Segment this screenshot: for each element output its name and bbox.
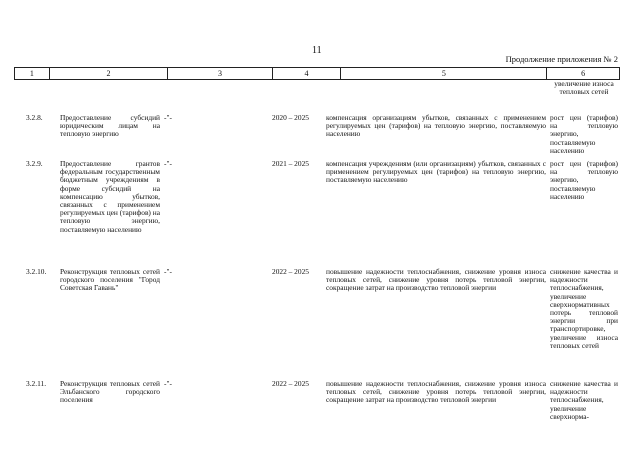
column-number: 5 <box>341 68 547 80</box>
row-result: снижение качества и надежности теплоснабжения, увеличение сверхнорма- <box>550 379 618 421</box>
row-number: 3.2.9. <box>26 159 43 168</box>
row-period: 2022 – 2025 <box>272 267 309 276</box>
carryover-text: увеличение износа тепловых сетей <box>554 79 614 96</box>
row-description: компенсация организациям убытков, связанных с применением регулируемых цен (тарифов) на тепловую энергию, поставляемую населению <box>326 113 546 139</box>
continuation-label: Продолжение приложения № 2 <box>505 54 618 64</box>
page-number: 11 <box>312 45 322 56</box>
row-number: 3.2.10. <box>26 267 47 276</box>
row-result: рост цен (тарифов) на тепловую энергию, поставляемую населению <box>550 159 618 201</box>
row-description: повышение надежности теплоснабжения, снижение уровня износа тепловых сетей, снижение уровня потерь тепловой энергии, сокращение затрат на производство тепловой энергии <box>326 267 546 293</box>
column-number: 1 <box>15 68 50 80</box>
column-number: 2 <box>49 68 167 80</box>
row-executor: -"- <box>164 267 172 276</box>
column-number: 4 <box>272 68 341 80</box>
row-executor: -"- <box>164 159 172 168</box>
row-executor: -"- <box>164 379 172 388</box>
row-number: 3.2.11. <box>26 379 47 388</box>
column-number: 3 <box>168 68 272 80</box>
row-name: Предоставление грантов федеральным государственным бюджетным учреждениям в форме субсидий на компенсацию убытков, связанных с применением регулируемых цен (тарифов) на тепловую энергию, поставляемую населению <box>60 159 160 234</box>
row-name: Предоставление субсидий юридическим лицам на тепловую энергию <box>60 113 160 139</box>
row-description: компенсация учреждениям (или организациям) убытков, связанных с применением регулируемых цен (тарифов) на тепловую энергию, поставляемую населению <box>326 159 546 185</box>
row-number: 3.2.8. <box>26 113 43 122</box>
row-description: повышение надежности теплоснабжения, снижение уровня износа тепловых сетей, снижение уровня потерь тепловой энергии, сокращение затрат на производство тепловой энергии <box>326 379 546 405</box>
row-executor: -"- <box>164 113 172 122</box>
column-number-header <box>14 67 620 80</box>
row-period: 2022 – 2025 <box>272 379 309 388</box>
row-result: снижение качества и надежности теплоснабжения, увеличение сверхнормативных потерь тепловой энергии при транспортировке, увеличение износа тепловых сетей <box>550 267 618 350</box>
row-result: рост цен (тарифов) на тепловую энергию, поставляемую населению <box>550 113 618 155</box>
row-name: Реконструкция тепловых сетей городского поселения "Город Советская Гавань" <box>60 267 160 293</box>
row-period: 2021 – 2025 <box>272 159 309 168</box>
row-name: Реконструкция тепловых сетей Эльбанского городского поселения <box>60 379 160 405</box>
row-period: 2020 – 2025 <box>272 113 309 122</box>
column-number: 6 <box>547 68 620 80</box>
